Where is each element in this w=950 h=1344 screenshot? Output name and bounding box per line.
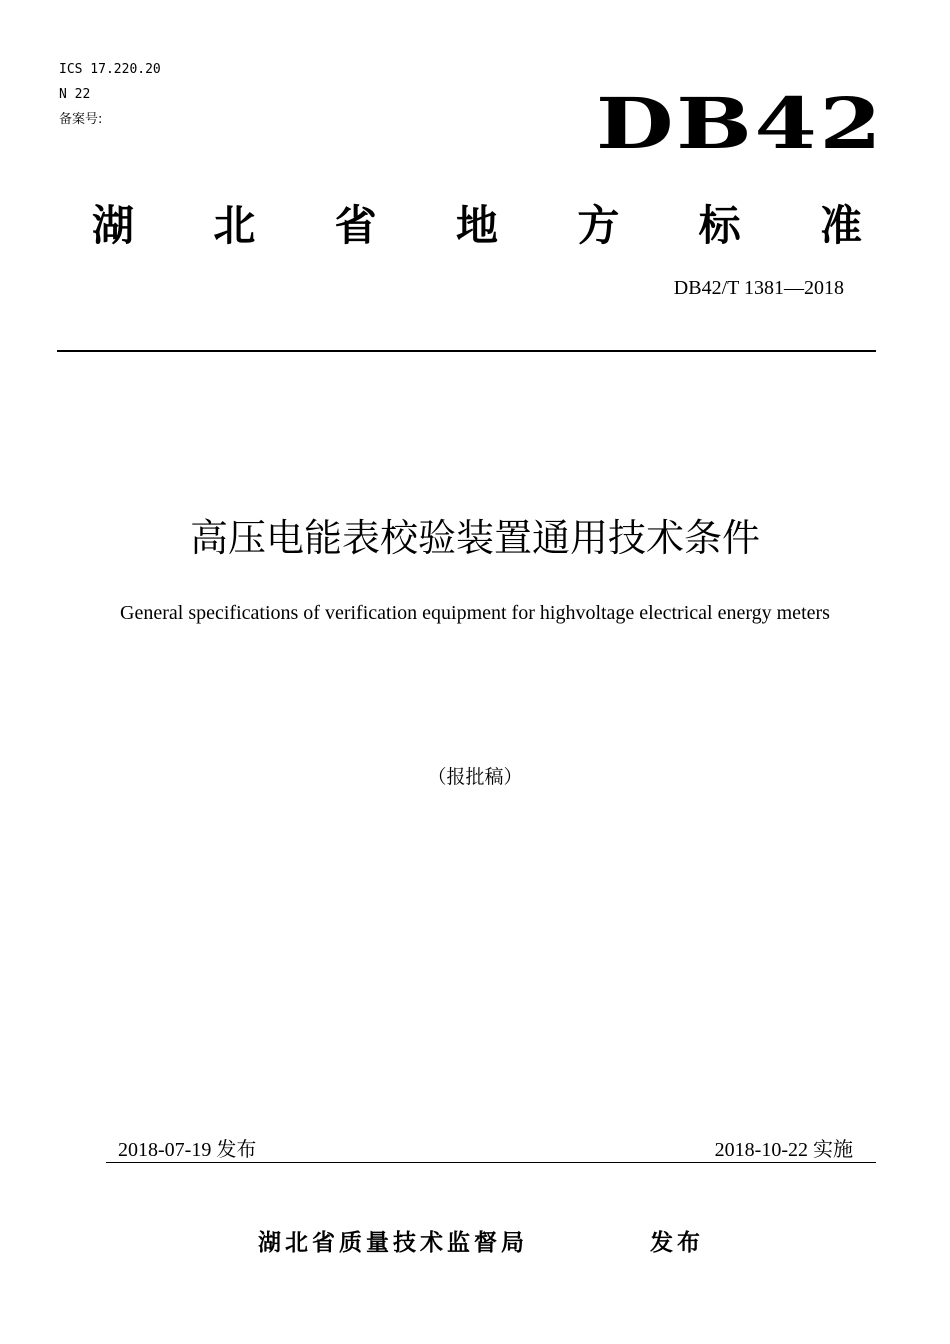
standard-code-logo: DB42 bbox=[595, 82, 884, 165]
top-divider bbox=[57, 350, 876, 352]
standard-type-char: 标 bbox=[698, 201, 741, 250]
implementation-date-label: 实施 bbox=[813, 1137, 853, 1161]
ics-code: ICS 17.220.20 bbox=[59, 62, 161, 77]
title-chinese: 高压电能表校验装置通用技术条件 bbox=[189, 516, 760, 560]
standard-number: DB42/T 1381—2018 bbox=[673, 277, 844, 299]
standard-type-char: 北 bbox=[213, 201, 256, 250]
issue-date-label: 发布 bbox=[216, 1137, 257, 1161]
title-english: General specifications of verification equipment for highvoltage electrical energy meters bbox=[120, 602, 830, 624]
issue-date bbox=[118, 1136, 256, 1163]
standard-type-char: 湖 bbox=[92, 201, 135, 250]
standard-type-char: 省 bbox=[334, 201, 377, 250]
standard-type-char: 地 bbox=[455, 201, 498, 250]
filing-number: 备案号: bbox=[59, 112, 103, 127]
implementation-date bbox=[715, 1136, 853, 1163]
draft-status: （报批稿） bbox=[427, 766, 523, 788]
standard-type-char: 方 bbox=[577, 201, 620, 250]
issue-date-value: 2018-07-19 bbox=[118, 1139, 212, 1161]
ccs-code: N 22 bbox=[59, 87, 91, 102]
issuer-action: 发布 bbox=[650, 1230, 704, 1256]
standard-type-heading bbox=[92, 198, 862, 254]
standard-type-char: 准 bbox=[819, 201, 862, 250]
bottom-divider bbox=[106, 1162, 876, 1163]
implementation-date-value: 2018-10-22 bbox=[714, 1139, 808, 1161]
issuer-name: 湖北省质量技术监督局 bbox=[258, 1230, 528, 1256]
